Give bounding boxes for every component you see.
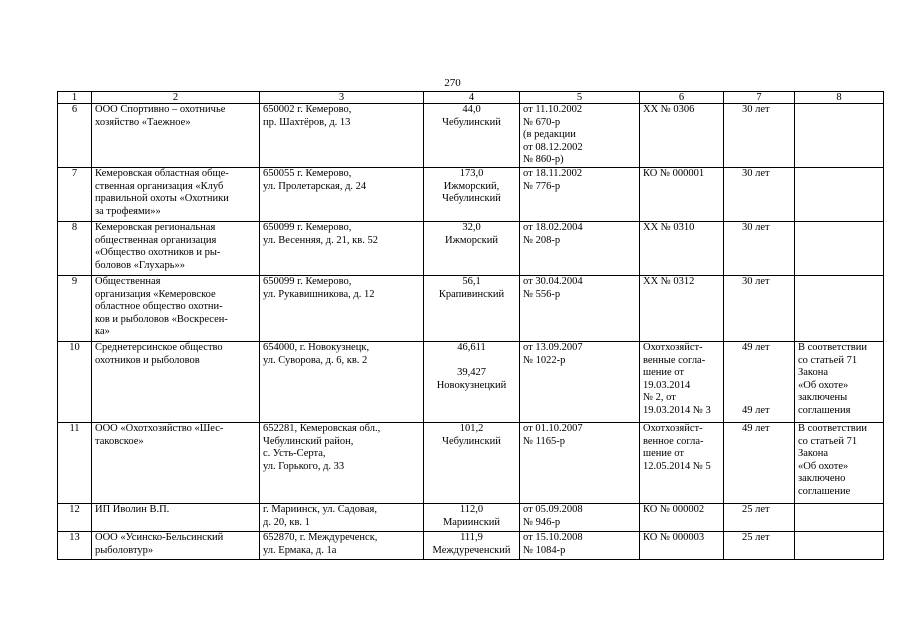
term: 30 лет	[724, 168, 795, 222]
column-header: 2	[92, 92, 260, 104]
row-number: 13	[58, 532, 92, 560]
decree: от 11.10.2002 № 670-р (в редакции от 08.12.2002 № 860-р)	[520, 104, 640, 168]
table-row	[58, 504, 884, 532]
organization-name: Кемеровская региональная общественная организация «Общество охотников и ры- боловов «Глухарь»»	[92, 222, 260, 276]
note	[795, 104, 884, 168]
note: В соответствии со статьей 71 Закона «Об охоте» заключено соглашение	[795, 423, 884, 504]
organization-name: Общественная организация «Кемеровское областное общество охотни- ков и рыболовов «Воскресен- ка»	[92, 276, 260, 342]
term: 49 лет	[724, 423, 795, 504]
term: 25 лет	[724, 504, 795, 532]
organization-name: ООО Спортивно – охотничье хозяйство «Таежное»	[92, 104, 260, 168]
term: 30 лет	[724, 222, 795, 276]
license: ХХ № 0312	[640, 276, 724, 342]
license: Охотхозяйст- венное согла- шение от 12.05.2014 № 5	[640, 423, 724, 504]
table-row	[58, 276, 884, 342]
column-header: 5	[520, 92, 640, 104]
decree: от 05.09.2008 № 946-р	[520, 504, 640, 532]
area-district: 44,0 Чебулинский	[424, 104, 520, 168]
term: 30 лет	[724, 276, 795, 342]
row-number: 10	[58, 342, 92, 423]
term: 30 лет	[724, 104, 795, 168]
note	[795, 532, 884, 560]
note: В соответствии со статьей 71 Закона «Об охоте» заключены соглашения	[795, 342, 884, 423]
row-number: 11	[58, 423, 92, 504]
organization-address: 652281, Кемеровская обл., Чебулинский район, с. Усть-Серта, ул. Горького, д. 33	[260, 423, 424, 504]
license: ХХ № 0306	[640, 104, 724, 168]
organization-address: 650099 г. Кемерово, ул. Весенняя, д. 21, кв. 52	[260, 222, 424, 276]
license: Охотхозяйст- венные согла- шение от 19.03.2014 № 2, от 19.03.2014 № 3	[640, 342, 724, 423]
column-header: 4	[424, 92, 520, 104]
table-row	[58, 342, 884, 423]
decree: от 15.10.2008 № 1084-р	[520, 532, 640, 560]
organization-name: ООО «Охотхозяйство «Шес- таковское»	[92, 423, 260, 504]
table-header-row	[58, 92, 884, 104]
area-district: 112,0 Мариинский	[424, 504, 520, 532]
term: 25 лет	[724, 532, 795, 560]
area-district: 46,611 39,427 Новокузнецкий	[424, 342, 520, 423]
organization-address: 650002 г. Кемерово, пр. Шахтёров, д. 13	[260, 104, 424, 168]
row-number: 6	[58, 104, 92, 168]
hunting-grounds-table	[57, 91, 884, 560]
decree: от 30.04.2004 № 556-р	[520, 276, 640, 342]
row-number: 8	[58, 222, 92, 276]
organization-address: 654000, г. Новокузнецк, ул. Суворова, д. 6, кв. 2	[260, 342, 424, 423]
area-district: 173,0 Ижморский, Чебулинский	[424, 168, 520, 222]
organization-address: 650055 г. Кемерово, ул. Пролетарская, д. 24	[260, 168, 424, 222]
license: КО № 000001	[640, 168, 724, 222]
decree: от 13.09.2007 № 1022-р	[520, 342, 640, 423]
note	[795, 168, 884, 222]
note	[795, 222, 884, 276]
term: 49 лет 49 лет	[724, 342, 795, 423]
organization-name: ООО «Усинско-Бельсинский рыболовтур»	[92, 532, 260, 560]
column-header: 1	[58, 92, 92, 104]
organization-address: г. Мариинск, ул. Садовая, д. 20, кв. 1	[260, 504, 424, 532]
row-number: 7	[58, 168, 92, 222]
table-row	[58, 168, 884, 222]
license: КО № 000002	[640, 504, 724, 532]
decree: от 18.11.2002 № 776-р	[520, 168, 640, 222]
organization-name: Среднетерсинское общество охотников и рыболовов	[92, 342, 260, 423]
row-number: 12	[58, 504, 92, 532]
organization-address: 652870, г. Междуреченск, ул. Ермака, д. 1а	[260, 532, 424, 560]
table-row	[58, 222, 884, 276]
row-number: 9	[58, 276, 92, 342]
organization-name: Кемеровская областная обще- ственная организация «Клуб правильной охоты «Охотники за трофеями»»	[92, 168, 260, 222]
note	[795, 504, 884, 532]
area-district: 101,2 Чебулинский	[424, 423, 520, 504]
area-district: 56,1 Крапивинский	[424, 276, 520, 342]
column-header: 3	[260, 92, 424, 104]
organization-address: 650099 г. Кемерово, ул. Рукавишникова, д. 12	[260, 276, 424, 342]
table-row	[58, 423, 884, 504]
license: ХХ № 0310	[640, 222, 724, 276]
organization-name: ИП Иволин В.П.	[92, 504, 260, 532]
column-header: 7	[724, 92, 795, 104]
table-row	[58, 104, 884, 168]
column-header: 8	[795, 92, 884, 104]
page-number: 270	[444, 77, 461, 89]
area-district: 32,0 Ижморский	[424, 222, 520, 276]
decree: от 18.02.2004 № 208-р	[520, 222, 640, 276]
table-row	[58, 532, 884, 560]
column-header: 6	[640, 92, 724, 104]
decree: от 01.10.2007 № 1165-р	[520, 423, 640, 504]
area-district: 111,9 Междуреченский	[424, 532, 520, 560]
license: КО № 000003	[640, 532, 724, 560]
note	[795, 276, 884, 342]
